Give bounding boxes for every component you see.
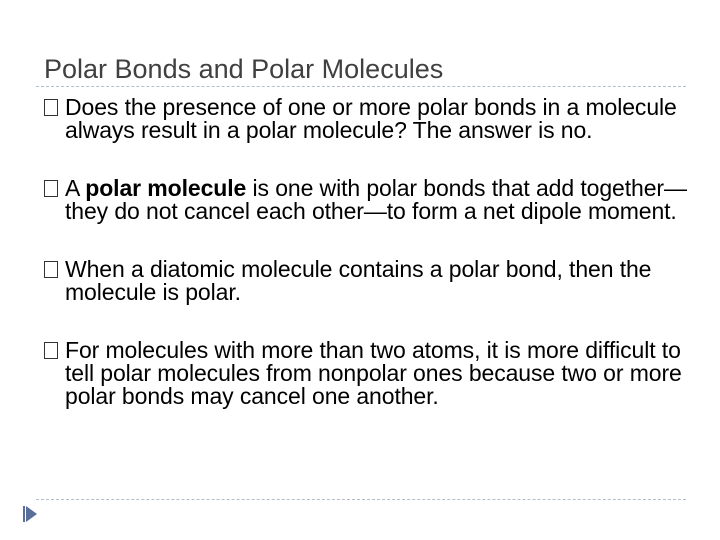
bullet-item [44,258,689,304]
bullet-list [44,96,689,408]
bullet-item [44,96,689,142]
footer-divider [36,499,686,500]
bullet-text-prefix: A [65,175,86,201]
next-slide-arrow-icon[interactable] [26,506,37,522]
bullet-item [44,339,689,408]
bullet-text: For molecules with more than two atoms, it is more difficult to tell polar molecules from nonpolar ones because two or more polar bonds may cancel one another. [65,337,682,409]
bullet-text: Does the presence of one or more polar bonds in a molecule always result in a polar molecule? The answer is no. [65,94,677,143]
bold-term: polar molecule [85,175,247,201]
bullet-text: When a diatomic molecule contains a polar bond, then the molecule is polar. [65,256,652,305]
title-divider [36,86,686,87]
square-bullet-icon [44,180,58,197]
slide-title: Polar Bonds and Polar Molecules [44,54,444,84]
bullet-text-suffix: is one with polar bonds that add together—they do not cancel each other—to form a net dipole moment. [65,175,687,224]
square-bullet-icon [44,342,58,359]
square-bullet-icon [44,261,58,278]
bullet-text [65,177,689,223]
bullet-item [44,177,689,223]
square-bullet-icon [44,99,58,116]
